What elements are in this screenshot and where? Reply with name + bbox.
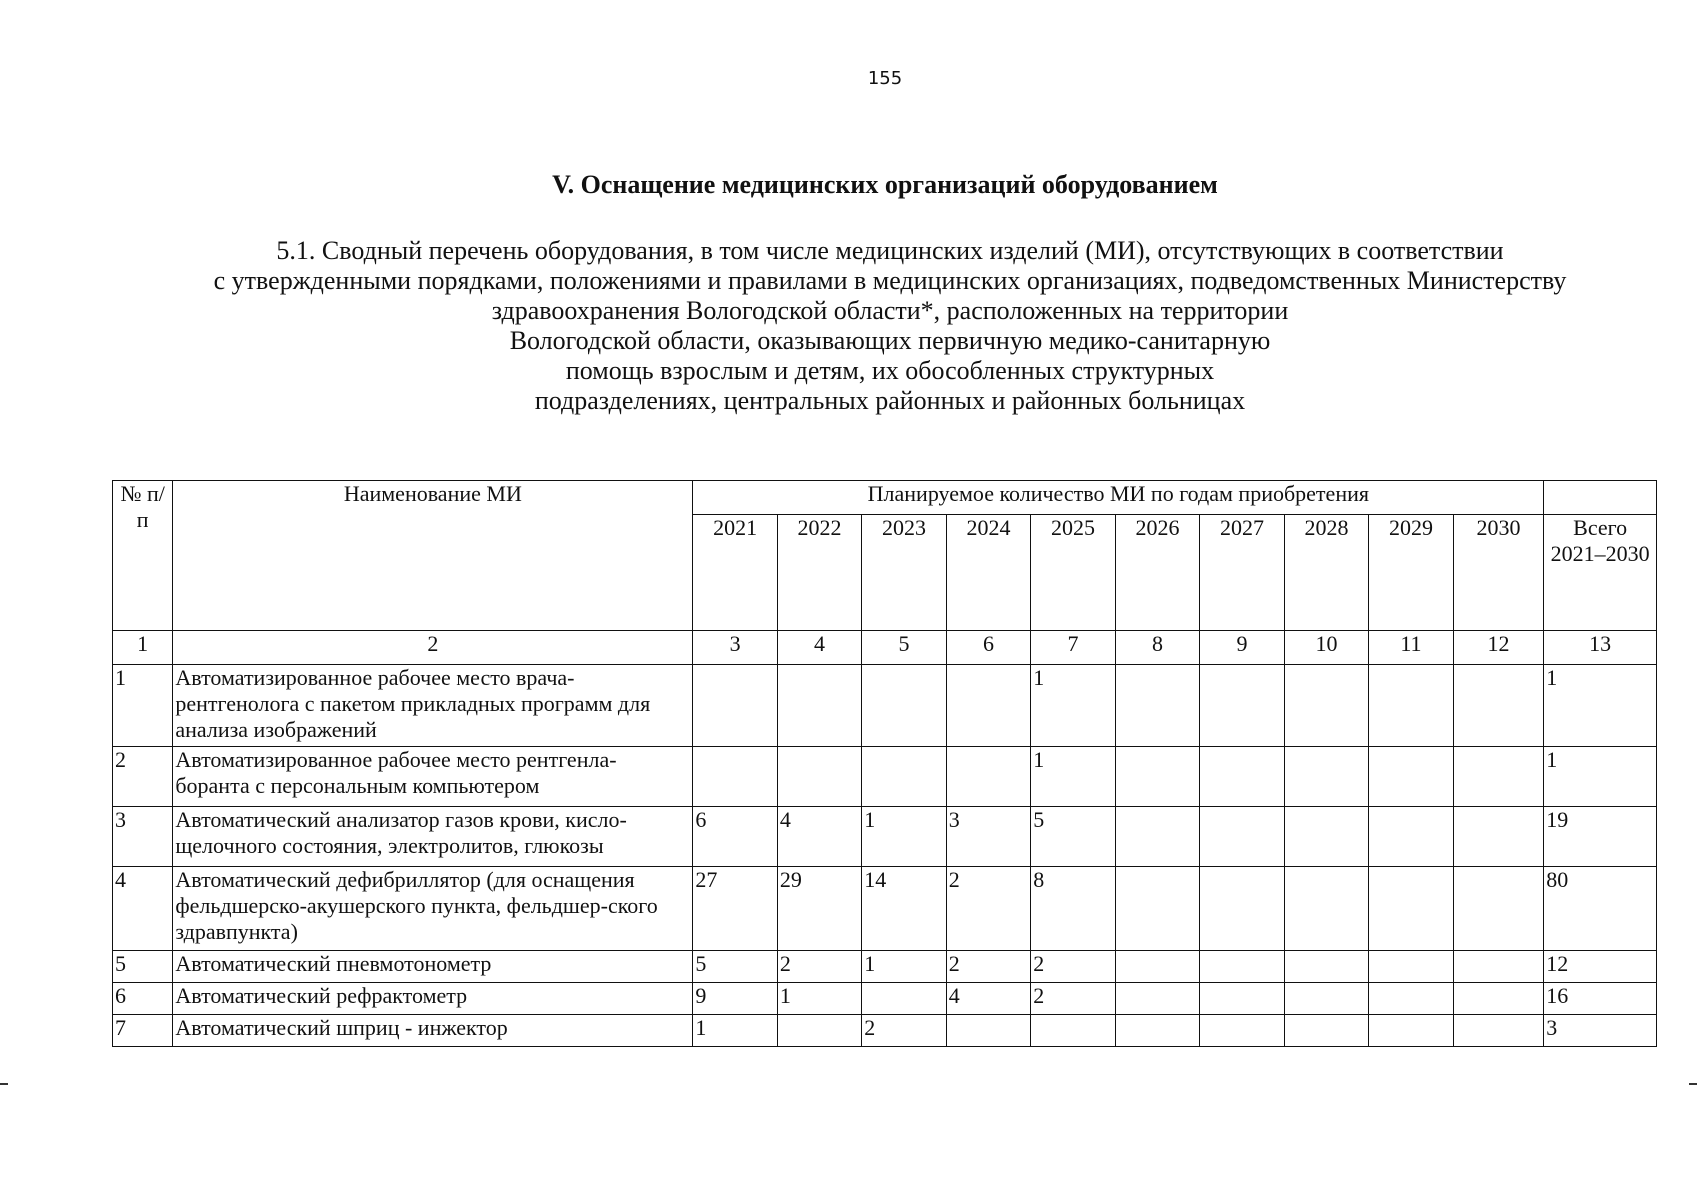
year-quantity: 8 <box>1031 867 1115 951</box>
item-name: Автоматический шприц - инжектор <box>173 1015 693 1047</box>
header-year: 2023 <box>862 515 946 631</box>
year-quantity <box>862 747 946 807</box>
item-name: Автоматический рефрактометр <box>173 983 693 1015</box>
year-quantity: 4 <box>777 807 861 867</box>
year-quantity: 2 <box>946 951 1030 983</box>
row-number: 4 <box>113 867 173 951</box>
year-quantity <box>862 665 946 747</box>
year-quantity <box>1369 1015 1453 1047</box>
year-quantity: 29 <box>777 867 861 951</box>
table-caption <box>140 236 1640 416</box>
year-quantity <box>1200 951 1284 983</box>
table-row <box>113 867 1657 951</box>
item-name: Автоматизированное рабочее место рентгенла-боранта с персональным компьютером <box>173 747 693 807</box>
year-quantity: 1 <box>1031 665 1115 747</box>
year-quantity <box>1453 1015 1544 1047</box>
header-year: 2025 <box>1031 515 1115 631</box>
year-quantity <box>693 665 777 747</box>
header-year: 2026 <box>1115 515 1199 631</box>
column-number: 1 <box>113 631 173 665</box>
column-number: 8 <box>1115 631 1199 665</box>
equipment-table <box>112 480 1657 1047</box>
header-total: Всего 2021–2030 <box>1544 515 1657 631</box>
row-total: 3 <box>1544 1015 1657 1047</box>
year-quantity <box>1369 747 1453 807</box>
year-quantity <box>1115 867 1199 951</box>
year-quantity: 2 <box>777 951 861 983</box>
year-quantity <box>1369 665 1453 747</box>
header-total-top <box>1544 481 1657 515</box>
row-total: 12 <box>1544 951 1657 983</box>
column-number: 12 <box>1453 631 1544 665</box>
row-total: 19 <box>1544 807 1657 867</box>
row-number: 2 <box>113 747 173 807</box>
year-quantity <box>1031 1015 1115 1047</box>
year-quantity <box>1284 807 1368 867</box>
column-number: 5 <box>862 631 946 665</box>
year-quantity <box>777 747 861 807</box>
year-quantity <box>1369 807 1453 867</box>
column-number: 7 <box>1031 631 1115 665</box>
year-quantity <box>1115 1015 1199 1047</box>
caption-line: подразделениях, центральных районных и районных больницах <box>534 386 1246 415</box>
year-quantity <box>1200 665 1284 747</box>
header-number: № п/п <box>113 481 173 631</box>
year-quantity <box>1200 983 1284 1015</box>
header-year: 2029 <box>1369 515 1453 631</box>
year-quantity <box>777 1015 861 1047</box>
year-quantity <box>1200 747 1284 807</box>
item-name: Автоматический анализатор газов крови, кисло-щелочного состояния, электролитов, глюкозы <box>173 807 693 867</box>
table-row <box>113 665 1657 747</box>
year-quantity <box>1453 867 1544 951</box>
table-row <box>113 1015 1657 1047</box>
section-title: V. Оснащение медицинских организаций оборудованием <box>552 170 1218 199</box>
header-year: 2028 <box>1284 515 1368 631</box>
column-number: 9 <box>1200 631 1284 665</box>
row-total: 16 <box>1544 983 1657 1015</box>
header-year: 2030 <box>1453 515 1544 631</box>
year-quantity <box>693 747 777 807</box>
year-quantity <box>1284 951 1368 983</box>
year-quantity <box>1115 807 1199 867</box>
column-number: 10 <box>1284 631 1368 665</box>
year-quantity <box>1284 983 1368 1015</box>
year-quantity: 1 <box>777 983 861 1015</box>
caption-line: Вологодской области, оказывающих первичную медико-санитарную <box>509 326 1271 355</box>
year-quantity: 2 <box>1031 951 1115 983</box>
year-quantity <box>946 1015 1030 1047</box>
year-quantity: 9 <box>693 983 777 1015</box>
table-row <box>113 983 1657 1015</box>
year-quantity: 6 <box>693 807 777 867</box>
row-number: 1 <box>113 665 173 747</box>
column-number: 13 <box>1544 631 1657 665</box>
year-quantity: 3 <box>946 807 1030 867</box>
header-name: Наименование МИ <box>173 481 693 631</box>
row-total: 1 <box>1544 747 1657 807</box>
year-quantity: 14 <box>862 867 946 951</box>
year-quantity <box>1115 983 1199 1015</box>
year-quantity <box>946 747 1030 807</box>
header-year: 2022 <box>777 515 861 631</box>
table-row <box>113 747 1657 807</box>
column-number: 3 <box>693 631 777 665</box>
column-number: 6 <box>946 631 1030 665</box>
year-quantity <box>1369 983 1453 1015</box>
caption-line: здравоохранения Вологодской области*, расположенных на территории <box>491 296 1289 325</box>
year-quantity <box>1284 747 1368 807</box>
year-quantity <box>946 665 1030 747</box>
margin-mark <box>0 1083 8 1085</box>
year-quantity <box>1453 951 1544 983</box>
table-row <box>113 951 1657 983</box>
year-quantity <box>1369 867 1453 951</box>
row-number: 6 <box>113 983 173 1015</box>
year-quantity: 27 <box>693 867 777 951</box>
year-quantity: 2 <box>946 867 1030 951</box>
caption-line: помощь взрослым и детям, их обособленных структурных <box>565 356 1215 385</box>
row-total: 80 <box>1544 867 1657 951</box>
year-quantity: 5 <box>693 951 777 983</box>
year-quantity <box>1453 747 1544 807</box>
caption-line: с утвержденными порядками, положениями и правилами в медицинских организациях, подведомственных Министерству <box>213 266 1567 295</box>
year-quantity <box>1284 867 1368 951</box>
header-planned-quantity: Планируемое количество МИ по годам приобретения <box>693 481 1544 515</box>
row-number: 3 <box>113 807 173 867</box>
year-quantity: 1 <box>862 807 946 867</box>
item-name: Автоматический пневмотонометр <box>173 951 693 983</box>
row-number: 5 <box>113 951 173 983</box>
year-quantity <box>1115 665 1199 747</box>
year-quantity <box>1200 807 1284 867</box>
year-quantity: 2 <box>862 1015 946 1047</box>
year-quantity <box>1453 983 1544 1015</box>
year-quantity: 1 <box>1031 747 1115 807</box>
year-quantity <box>1284 1015 1368 1047</box>
year-quantity: 4 <box>946 983 1030 1015</box>
year-quantity: 2 <box>1031 983 1115 1015</box>
year-quantity <box>1115 951 1199 983</box>
year-quantity <box>777 665 861 747</box>
margin-mark <box>1689 1083 1697 1085</box>
header-year: 2024 <box>946 515 1030 631</box>
year-quantity <box>1284 665 1368 747</box>
year-quantity: 1 <box>693 1015 777 1047</box>
caption-line: 5.1. Сводный перечень оборудования, в том числе медицинских изделий (МИ), отсутствующих в соответствии <box>276 236 1504 265</box>
item-name: Автоматический дефибриллятор (для оснащения фельдшерско-акушерского пункта, фельдшер-ского здравпункта) <box>173 867 693 951</box>
year-quantity <box>862 983 946 1015</box>
year-quantity <box>1200 1015 1284 1047</box>
column-number: 4 <box>777 631 861 665</box>
table-row <box>113 807 1657 867</box>
row-total: 1 <box>1544 665 1657 747</box>
year-quantity <box>1453 807 1544 867</box>
year-quantity <box>1200 867 1284 951</box>
page-number: 155 <box>867 68 903 89</box>
column-number: 2 <box>173 631 693 665</box>
header-year: 2027 <box>1200 515 1284 631</box>
year-quantity <box>1369 951 1453 983</box>
header-year: 2021 <box>693 515 777 631</box>
item-name: Автоматизированное рабочее место врача-рентгенолога с пакетом прикладных программ для анализа изображений <box>173 665 693 747</box>
year-quantity: 1 <box>862 951 946 983</box>
year-quantity <box>1115 747 1199 807</box>
year-quantity <box>1453 665 1544 747</box>
column-number: 11 <box>1369 631 1453 665</box>
row-number: 7 <box>113 1015 173 1047</box>
year-quantity: 5 <box>1031 807 1115 867</box>
